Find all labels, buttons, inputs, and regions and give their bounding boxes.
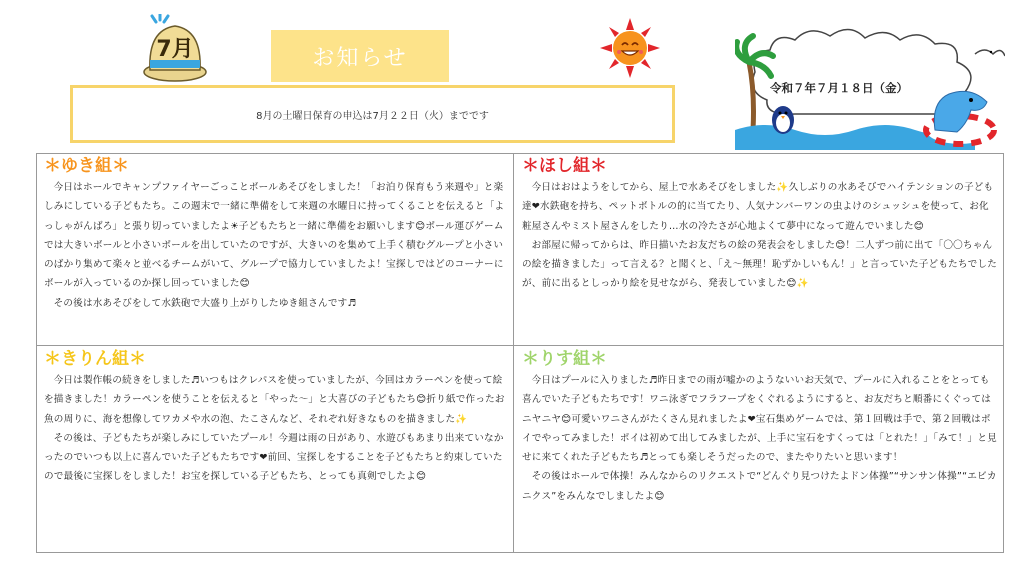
class-paragraph: その後は水あそびをして水鉄砲で大盛り上がりしたゆき組さんです♬ [53,297,357,309]
class-heading-risu: ＊りす組＊ [522,349,607,369]
month-badge-text: 7月 [156,37,194,62]
class-paragraph: 今日は製作帳の続きをしました♬いつもはクレパスを使っていましたが、今回はカラーペンを使って絵を描きました！カラーペンを使うことを伝えると「やった～」と大喜びの子どもたち😊折り紙で作ったお魚の周りに、海を想像してワカメや水の泡、たこさんなど、それぞれ好きなものを描きました✨ [44,375,505,425]
notice-banner: 8月の土曜日保育の申込は7月２２日（火）までです [70,85,675,143]
class-heading-yuki: ＊ゆき組＊ [44,156,129,176]
class-paragraph: 今日はおはようをしてから、屋上で水あそびをしました✨久しぶりの水あそびでハイテンションの子ども達❤水鉄砲を持ち、ペットボトルの的に当てたり、人気ナンバーワンの虫よけのシュッシュを使って、お化粧屋さんやミスト屋さんをしたり…水の冷たさが心地よくて夢中になって遊んでいました😊 [522,182,994,232]
class-section-yuki [36,153,514,346]
class-paragraph: 今日はプールに入りました♬昨日までの雨が嘘かのようないいお天気で、プールに入れることをとっても喜んでいた子どもたちです！ワニ泳ぎでフラフープをくぐれるようにすると、お友だちと順番にくぐってはニヤニヤ😊可愛いワニさんがたくさん見れましたよ❤宝石集めゲームでは、第１回戦は手で、第２回戦はポイでやってみました！ポイは初めて出してみましたが、上手に宝石をすくっては「とれた！」「みて！」と見せに来てくれた子どもたち♬とっても楽しそうだったので、またやりたいと思います！ [522,375,997,464]
page-title: お知らせ [271,30,449,82]
date-label: 令和７年７月１８日（金） [770,81,908,95]
class-section-kirin [36,346,514,553]
class-paragraph: その後は、子どもたちが楽しみにしていたプール！今週は雨の日があり、水遊びもあまり出来ていなかったのでいつも以上に喜んでいた子どもたちです❤前回、宝探しをすることを子どもたちと約束していたので最後に宝探しをしました！お宝を探している子どもたち、とっても真剣でしたよ😊 [44,432,504,483]
class-section-risu [514,346,1004,553]
class-section-hoshi [514,153,1004,346]
class-heading-kirin: ＊きりん組＊ [44,349,146,369]
class-paragraph: 今日はホールでキャンプファイヤーごっことボールあそびをしました！「お泊り保育もう来週や」と楽しみにしている子どもたち。この週末で一緒に準備をして来週の水曜日に持ってくることを伝えると「よっしゃがんばろ」と張り切っていましたよ☀子どもたちと一緒に準備をお願いします😊ボール運びゲームでは大きいボールと小さいボールを出していたのですが、大きいのを集めて上手く積むグループと小さいのばかり集めて楽々と並べるチームがいて、グループで協力していましたよ！宝探しではどのコーナーにボールが入っているのか探し回っていました😊 [44,182,505,290]
seagull-icon [975,50,1005,56]
penguin-icon [772,106,794,134]
class-paragraph: その後はホールで体操！みんなからのリクエストで“どんぐり見つけたよドン体操”“サンサン体操”“エビカニクス”をみんなでしましたよ😊 [522,471,997,502]
month-badge-hat-icon [142,14,208,84]
class-heading-hoshi: ＊ほし組＊ [522,156,607,176]
sun-icon [600,18,660,78]
class-paragraph: お部屋に帰ってからは、昨日描いたお友だちの絵の発表会をしました😊！二人ずつ前に出て「〇〇ちゃんの絵を描きました」って言える？と聞くと、「え～無理！恥ずかしいもん！」と言っていた子どもたちでしたが、前に出るとしっかり絵を見せながら、発表していました😊✨ [522,239,997,290]
